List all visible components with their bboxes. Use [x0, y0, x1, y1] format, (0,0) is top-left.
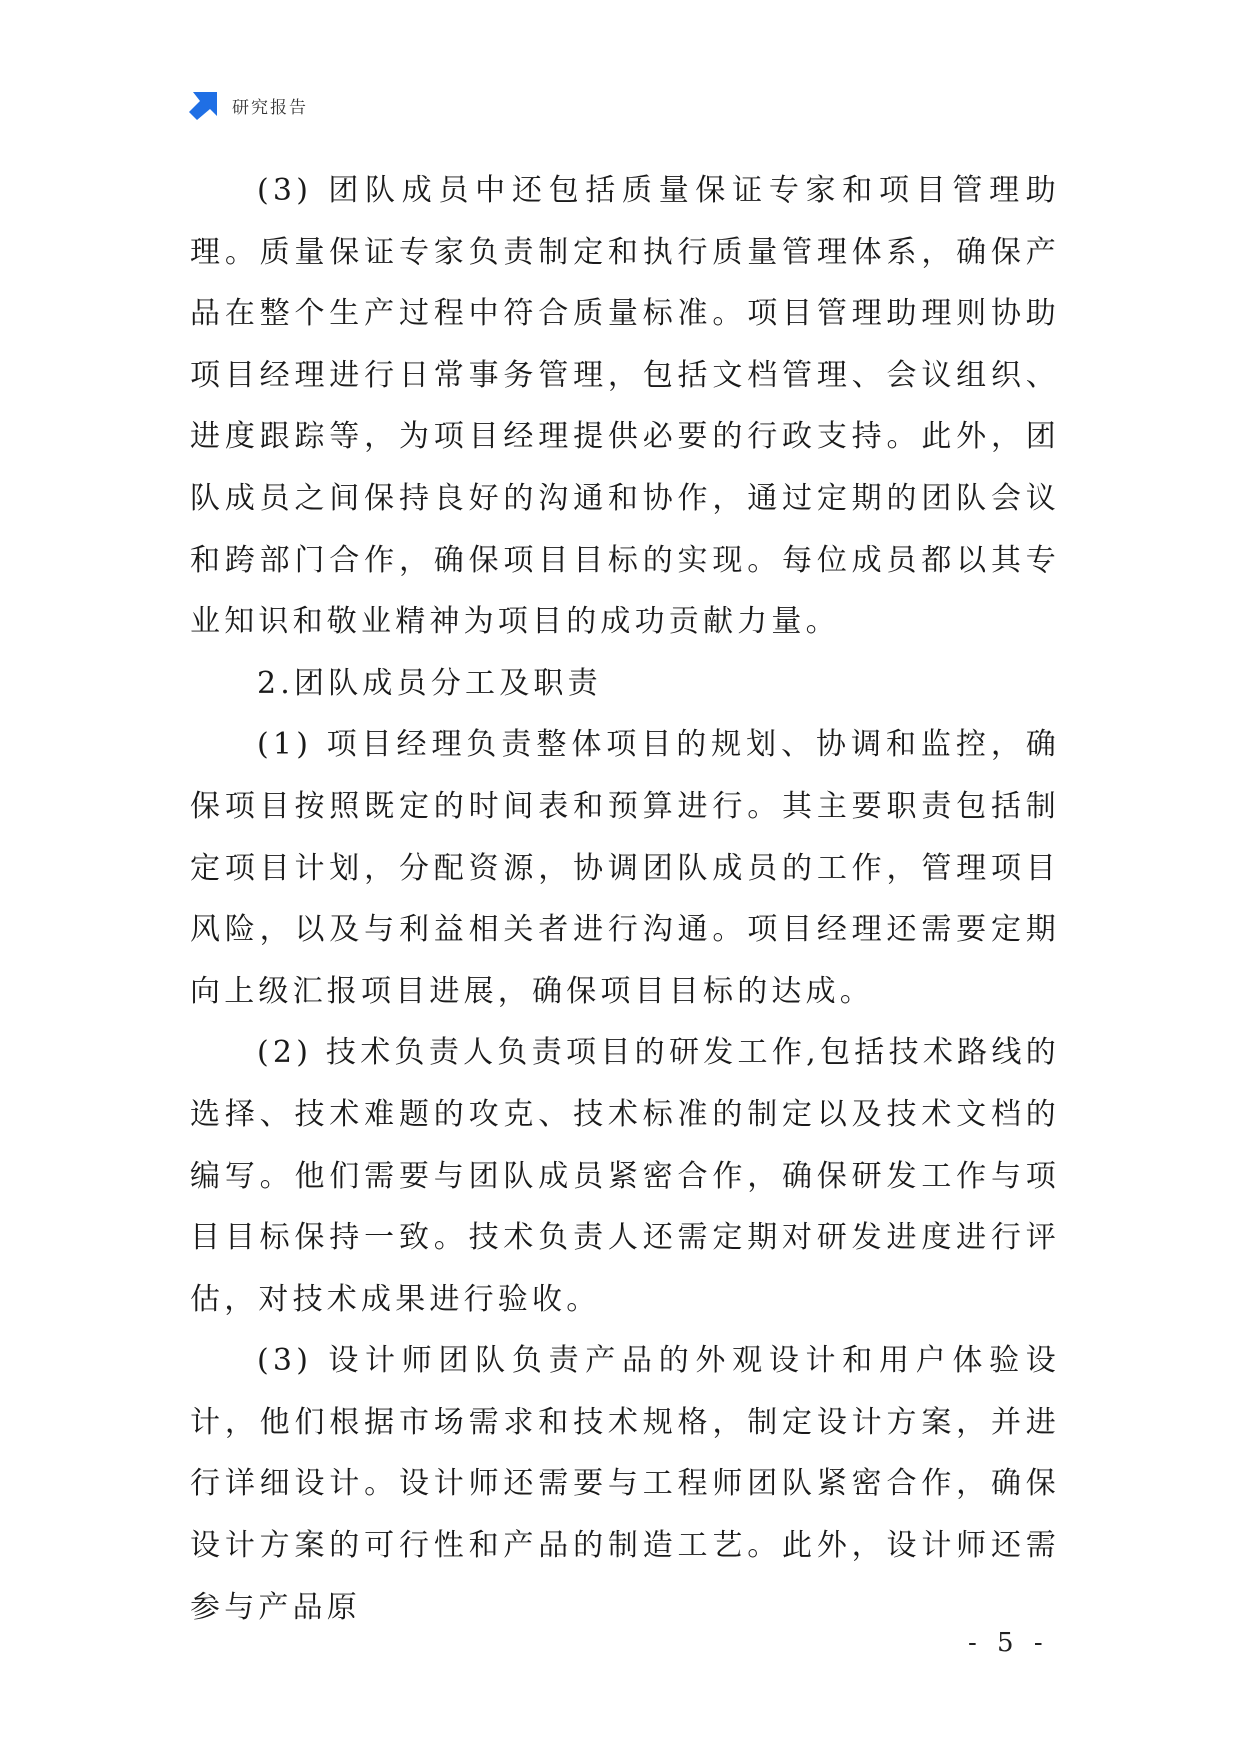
arrow-up-right-logo-icon: [188, 89, 220, 121]
page-number: - 5 -: [968, 1628, 1049, 1658]
header-title: 研究报告: [232, 97, 308, 118]
document-header: [188, 88, 308, 122]
section-heading-roles: 2.团队成员分工及职责: [257, 665, 602, 701]
paragraph-tech-lead: (2) 技术负责人负责项目的研发工作,包括技术路线的选择、技术难题的攻克、技术标准的制定以及技术文档的编写。他们需要与团队成员紧密合作，确保研发工作与项目目标保持一致。技术负责人还需定期对研发进度进行评估，对技术成果进行验收。: [190, 1035, 1060, 1317]
document-body: [190, 160, 1060, 1638]
paragraph-project-manager: (1) 项目经理负责整体项目的规划、协调和监控，确保项目按照既定的时间表和预算进行。其主要职责包括制定项目计划，分配资源，协调团队成员的工作，管理项目风险，以及与利益相关者进行沟通。项目经理还需要定期向上级汇报项目进展，确保项目目标的达成。: [190, 727, 1060, 1009]
paragraph-qa-and-assistant: (3) 团队成员中还包括质量保证专家和项目管理助理。质量保证专家负责制定和执行质量管理体系，确保产品在整个生产过程中符合质量标准。项目管理助理则协助项目经理进行日常事务管理，包括文档管理、会议组织、进度跟踪等，为项目经理提供必要的行政支持。此外，团队成员之间保持良好的沟通和协作，通过定期的团队会议和跨部门合作，确保项目目标的实现。每位成员都以其专业知识和敬业精神为项目的成功贡献力量。: [190, 173, 1060, 640]
paragraph-design-team: (3) 设计师团队负责产品的外观设计和用户体验设计，他们根据市场需求和技术规格，制定设计方案，并进行详细设计。设计师还需要与工程师团队紧密合作，确保设计方案的可行性和产品的制造工艺。此外，设计师还需参与产品原: [190, 1343, 1060, 1625]
